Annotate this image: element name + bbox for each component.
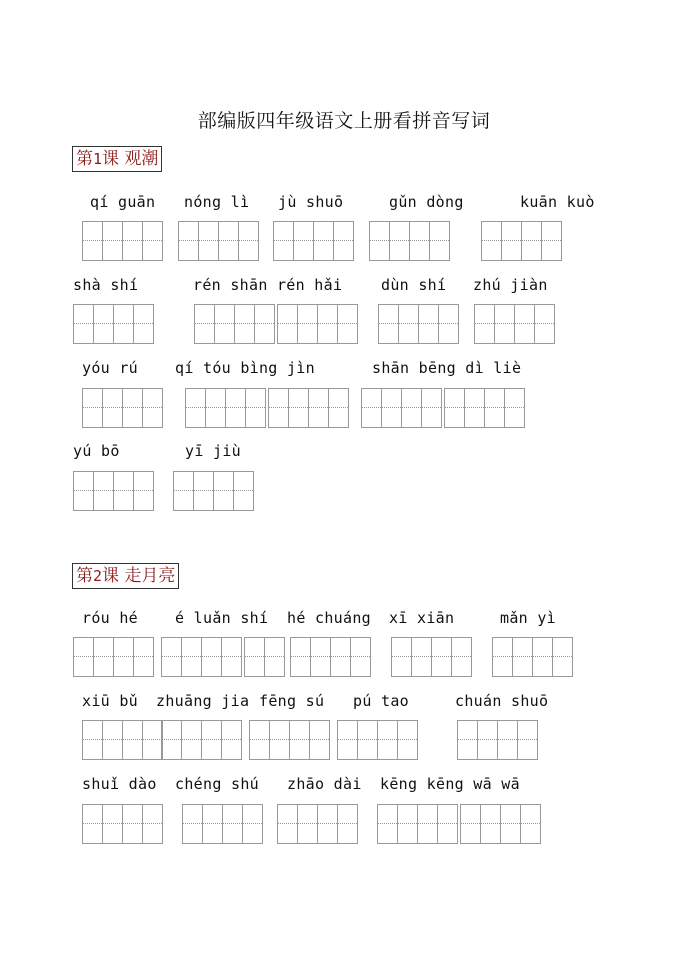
- writing-grid[interactable]: [82, 221, 163, 261]
- writing-cell[interactable]: [418, 304, 439, 344]
- pinyin-label: róu hé: [82, 609, 138, 627]
- writing-cell[interactable]: [82, 720, 103, 760]
- writing-cell[interactable]: [185, 388, 206, 428]
- writing-cell[interactable]: [102, 388, 123, 428]
- writing-cell[interactable]: [221, 637, 242, 677]
- writing-cell[interactable]: [297, 304, 318, 344]
- writing-grid[interactable]: [173, 471, 254, 511]
- writing-cell[interactable]: [520, 804, 541, 844]
- pinyin-label: pú tao: [353, 692, 409, 710]
- writing-cell[interactable]: [142, 720, 163, 760]
- pinyin-label: kēng kēng wā wā: [380, 775, 520, 793]
- writing-cell[interactable]: [333, 221, 354, 261]
- writing-cell[interactable]: [218, 221, 239, 261]
- writing-cell[interactable]: [201, 637, 222, 677]
- writing-cell[interactable]: [93, 471, 114, 511]
- writing-cell[interactable]: [328, 388, 349, 428]
- writing-cell[interactable]: [337, 720, 358, 760]
- writing-cell[interactable]: [242, 804, 263, 844]
- writing-grid[interactable]: [337, 720, 418, 760]
- writing-cell[interactable]: [310, 637, 331, 677]
- writing-grid[interactable]: [391, 637, 472, 677]
- writing-cell[interactable]: [429, 221, 450, 261]
- writing-cell[interactable]: [411, 637, 432, 677]
- writing-grid[interactable]: [361, 388, 525, 428]
- writing-grid[interactable]: [182, 804, 263, 844]
- pinyin-label: dùn shí: [381, 276, 447, 294]
- writing-cell[interactable]: [82, 388, 103, 428]
- writing-cell[interactable]: [330, 637, 351, 677]
- writing-cell[interactable]: [73, 471, 94, 511]
- writing-cell[interactable]: [213, 471, 234, 511]
- lesson-1-title: 课 观潮: [102, 149, 159, 169]
- writing-cell[interactable]: [122, 221, 143, 261]
- pinyin-label: rén shān rén hǎi: [193, 276, 343, 294]
- pinyin-label: qí guān: [90, 193, 156, 211]
- writing-cell[interactable]: [512, 637, 533, 677]
- writing-cell[interactable]: [102, 720, 123, 760]
- writing-cell[interactable]: [122, 804, 143, 844]
- writing-cell[interactable]: [308, 388, 329, 428]
- writing-cell[interactable]: [532, 637, 553, 677]
- writing-cell[interactable]: [317, 804, 338, 844]
- writing-cell[interactable]: [494, 304, 515, 344]
- writing-cell[interactable]: [464, 388, 485, 428]
- page-title: 部编版四年级语文上册看拼音写词: [197, 110, 491, 132]
- writing-cell[interactable]: [82, 804, 103, 844]
- writing-cell[interactable]: [102, 804, 123, 844]
- lesson-1-prefix: 第: [76, 149, 93, 169]
- writing-grid[interactable]: [73, 304, 154, 344]
- writing-cell[interactable]: [474, 304, 495, 344]
- writing-cell[interactable]: [438, 304, 459, 344]
- writing-grid[interactable]: [492, 637, 573, 677]
- writing-cell[interactable]: [357, 720, 378, 760]
- writing-cell[interactable]: [161, 720, 182, 760]
- writing-cell[interactable]: [297, 804, 318, 844]
- writing-cell[interactable]: [133, 304, 154, 344]
- writing-cell[interactable]: [361, 388, 382, 428]
- pinyin-label: fēng sú: [259, 692, 325, 710]
- writing-cell[interactable]: [377, 804, 398, 844]
- writing-grid[interactable]: [82, 388, 163, 428]
- writing-cell[interactable]: [234, 304, 255, 344]
- writing-cell[interactable]: [122, 720, 143, 760]
- writing-cell[interactable]: [269, 720, 290, 760]
- pinyin-label: yóu rú: [82, 359, 138, 377]
- writing-cell[interactable]: [421, 388, 442, 428]
- writing-cell[interactable]: [102, 221, 123, 261]
- writing-cell[interactable]: [244, 637, 265, 677]
- writing-cell[interactable]: [205, 388, 226, 428]
- lesson-2-number: 2: [93, 567, 103, 585]
- pinyin-label: mǎn yì: [500, 609, 556, 627]
- writing-cell[interactable]: [93, 637, 114, 677]
- writing-cell[interactable]: [397, 720, 418, 760]
- writing-cell[interactable]: [437, 804, 458, 844]
- writing-grid[interactable]: [378, 304, 459, 344]
- writing-cell[interactable]: [273, 221, 294, 261]
- writing-cell[interactable]: [451, 637, 472, 677]
- writing-cell[interactable]: [460, 804, 481, 844]
- writing-cell[interactable]: [417, 804, 438, 844]
- writing-cell[interactable]: [113, 471, 134, 511]
- writing-cell[interactable]: [142, 388, 163, 428]
- writing-cell[interactable]: [225, 388, 246, 428]
- writing-cell[interactable]: [133, 471, 154, 511]
- lesson-2-prefix: 第: [76, 566, 93, 586]
- writing-grid[interactable]: [161, 720, 242, 760]
- writing-grid[interactable]: [474, 304, 555, 344]
- writing-cell[interactable]: [113, 637, 134, 677]
- writing-cell[interactable]: [198, 221, 219, 261]
- writing-cell[interactable]: [534, 304, 555, 344]
- writing-cell[interactable]: [142, 221, 163, 261]
- writing-cell[interactable]: [82, 221, 103, 261]
- writing-cell[interactable]: [541, 221, 562, 261]
- writing-cell[interactable]: [481, 221, 502, 261]
- writing-cell[interactable]: [350, 637, 371, 677]
- writing-grid[interactable]: [277, 804, 358, 844]
- writing-cell[interactable]: [181, 720, 202, 760]
- writing-cell[interactable]: [288, 388, 309, 428]
- writing-grid[interactable]: [73, 471, 154, 511]
- writing-cell[interactable]: [313, 221, 334, 261]
- writing-cell[interactable]: [193, 471, 214, 511]
- writing-grid[interactable]: [82, 720, 163, 760]
- pinyin-label: zhuāng jia: [156, 692, 250, 710]
- writing-cell[interactable]: [161, 637, 182, 677]
- writing-cell[interactable]: [378, 304, 399, 344]
- writing-grid[interactable]: [457, 720, 538, 760]
- writing-cell[interactable]: [409, 221, 430, 261]
- writing-cell[interactable]: [122, 388, 143, 428]
- writing-cell[interactable]: [500, 804, 521, 844]
- writing-cell[interactable]: [290, 637, 311, 677]
- pinyin-label: jù shuō: [278, 193, 344, 211]
- writing-cell[interactable]: [245, 388, 266, 428]
- writing-cell[interactable]: [514, 304, 535, 344]
- writing-cell[interactable]: [497, 720, 518, 760]
- writing-cell[interactable]: [477, 720, 498, 760]
- pinyin-label: xī xiān: [389, 609, 455, 627]
- writing-cell[interactable]: [398, 304, 419, 344]
- writing-cell[interactable]: [133, 637, 154, 677]
- pinyin-label: zhāo dài: [287, 775, 362, 793]
- writing-cell[interactable]: [444, 388, 465, 428]
- pinyin-label: yī jiù: [185, 442, 241, 460]
- pinyin-label: kuān kuò: [520, 193, 595, 211]
- writing-cell[interactable]: [178, 221, 199, 261]
- writing-grid[interactable]: [481, 221, 562, 261]
- writing-cell[interactable]: [181, 637, 202, 677]
- writing-grid[interactable]: [178, 221, 259, 261]
- lesson-1-label: [72, 146, 162, 172]
- writing-cell[interactable]: [202, 804, 223, 844]
- writing-cell[interactable]: [264, 637, 285, 677]
- writing-grid[interactable]: [249, 720, 330, 760]
- pinyin-label: yú bō: [73, 442, 120, 460]
- writing-cell[interactable]: [268, 388, 289, 428]
- writing-cell[interactable]: [337, 804, 358, 844]
- writing-cell[interactable]: [73, 304, 94, 344]
- writing-cell[interactable]: [480, 804, 501, 844]
- writing-cell[interactable]: [492, 637, 513, 677]
- writing-grid[interactable]: [290, 637, 371, 677]
- writing-grid[interactable]: [73, 637, 154, 677]
- writing-cell[interactable]: [504, 388, 525, 428]
- writing-grid[interactable]: [185, 388, 349, 428]
- writing-cell[interactable]: [377, 720, 398, 760]
- writing-grid[interactable]: [369, 221, 450, 261]
- writing-cell[interactable]: [182, 804, 203, 844]
- writing-cell[interactable]: [214, 304, 235, 344]
- pinyin-label: hé chuáng: [287, 609, 371, 627]
- writing-cell[interactable]: [238, 221, 259, 261]
- writing-cell[interactable]: [431, 637, 452, 677]
- writing-cell[interactable]: [457, 720, 478, 760]
- pinyin-label: chéng shú: [175, 775, 259, 793]
- writing-cell[interactable]: [501, 221, 522, 261]
- writing-cell[interactable]: [173, 471, 194, 511]
- writing-cell[interactable]: [73, 637, 94, 677]
- writing-cell[interactable]: [484, 388, 505, 428]
- writing-grid[interactable]: [194, 304, 358, 344]
- writing-cell[interactable]: [277, 804, 298, 844]
- pinyin-label: é luǎn shí: [175, 609, 269, 627]
- writing-cell[interactable]: [397, 804, 418, 844]
- pinyin-label: nóng lì: [184, 193, 250, 211]
- writing-cell[interactable]: [233, 471, 254, 511]
- writing-cell[interactable]: [391, 637, 412, 677]
- writing-cell[interactable]: [401, 388, 422, 428]
- pinyin-label: xiū bǔ: [82, 692, 138, 710]
- writing-cell[interactable]: [309, 720, 330, 760]
- writing-cell[interactable]: [93, 304, 114, 344]
- writing-cell[interactable]: [389, 221, 410, 261]
- writing-cell[interactable]: [517, 720, 538, 760]
- writing-grid[interactable]: [161, 637, 285, 677]
- pinyin-label: shà shí: [73, 276, 139, 294]
- lesson-2-label: [72, 563, 179, 589]
- writing-cell[interactable]: [222, 804, 243, 844]
- writing-cell[interactable]: [254, 304, 275, 344]
- pinyin-label: shuǐ dào: [82, 775, 157, 793]
- writing-cell[interactable]: [381, 388, 402, 428]
- pinyin-label: qí tóu bìng jìn: [175, 359, 315, 377]
- writing-cell[interactable]: [552, 637, 573, 677]
- pinyin-label: zhú jiàn: [473, 276, 548, 294]
- writing-cell[interactable]: [337, 304, 358, 344]
- writing-cell[interactable]: [369, 221, 390, 261]
- writing-grid[interactable]: [273, 221, 354, 261]
- pinyin-label: gǔn dòng: [389, 193, 464, 211]
- writing-cell[interactable]: [201, 720, 222, 760]
- writing-cell[interactable]: [521, 221, 542, 261]
- pinyin-label: chuán shuō: [455, 692, 549, 710]
- writing-cell[interactable]: [293, 221, 314, 261]
- writing-cell[interactable]: [289, 720, 310, 760]
- writing-cell[interactable]: [142, 804, 163, 844]
- pinyin-label: shān bēng dì liè: [372, 359, 522, 377]
- writing-cell[interactable]: [113, 304, 134, 344]
- lesson-1-number: 1: [93, 150, 103, 168]
- writing-cell[interactable]: [249, 720, 270, 760]
- writing-cell[interactable]: [277, 304, 298, 344]
- writing-cell[interactable]: [317, 304, 338, 344]
- writing-cell[interactable]: [221, 720, 242, 760]
- writing-cell[interactable]: [194, 304, 215, 344]
- writing-grid[interactable]: [377, 804, 541, 844]
- lesson-2-title: 课 走月亮: [102, 566, 176, 586]
- writing-grid[interactable]: [82, 804, 163, 844]
